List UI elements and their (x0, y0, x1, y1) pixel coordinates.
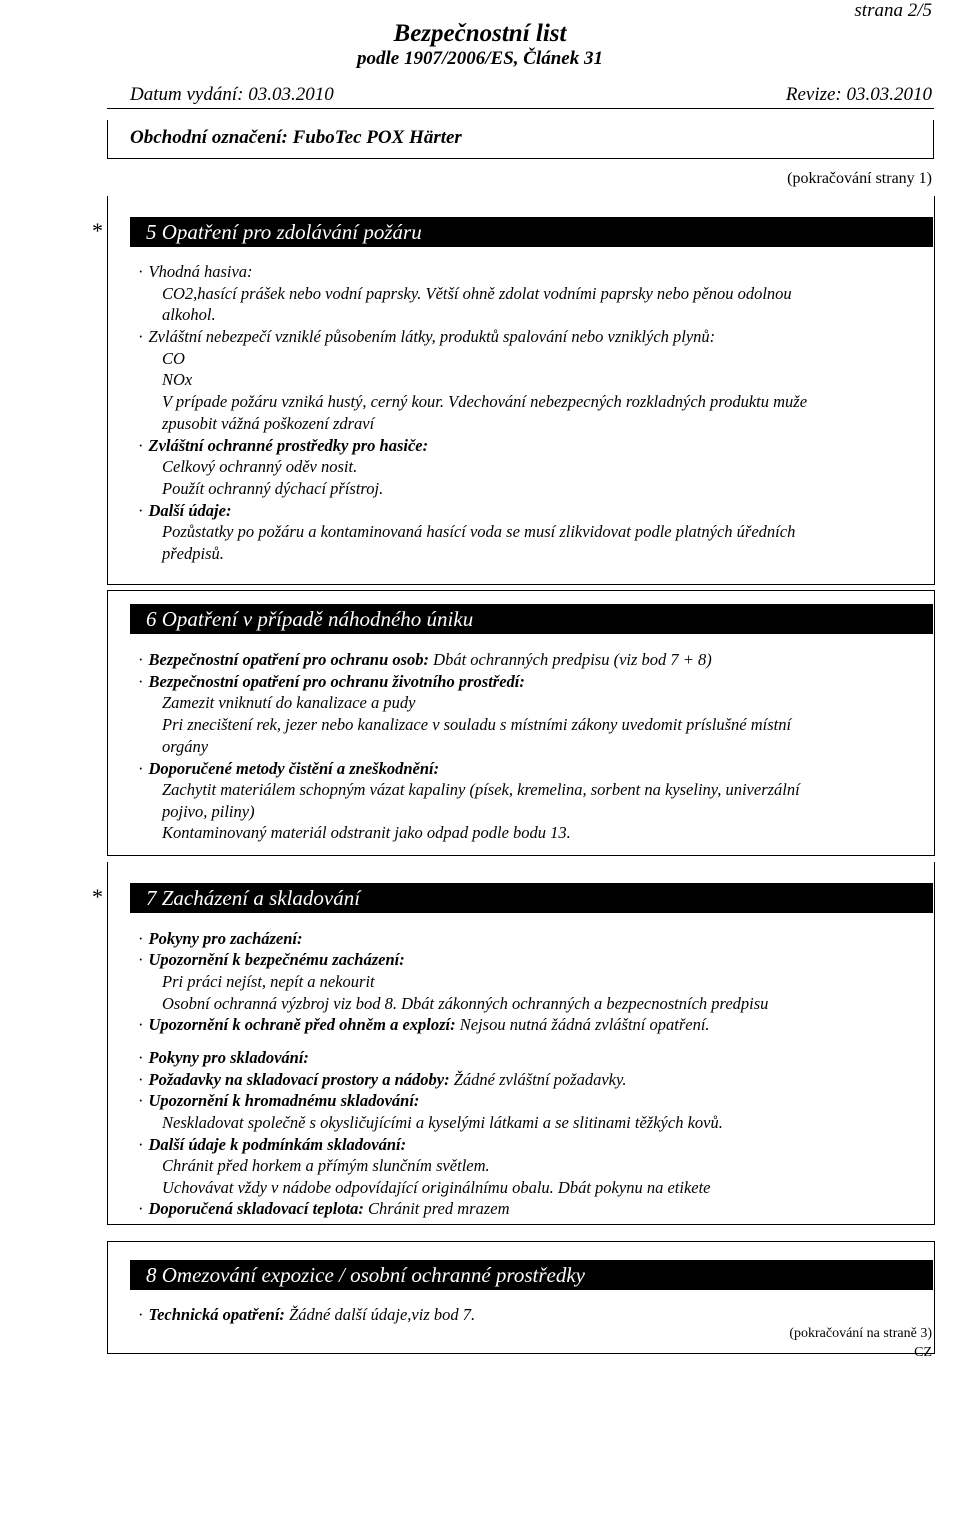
special-hazards-label: · Zvláštní nebezpečí vzniklé působením látky, produktů spalování nebo vzniklých plynů: (138, 327, 716, 346)
revision-marker: * (92, 218, 103, 243)
firefighter-protection-label: · Zvláštní ochranné prostředky pro hasiče: (138, 436, 429, 455)
cleanup-methods-label: · Doporučené metody čistění a zneškodnění: (138, 759, 440, 778)
text-line: NOx (162, 370, 193, 389)
additional-info-label: · Další údaje: (138, 501, 232, 520)
section-8-heading: 8 Omezování expozice / osobní ochranné prostředky (130, 1260, 933, 1290)
text-line: Osobní ochranná výzbroj viz bod 8. Dbát zákonných ochranných a bezpecnostních predpisu (162, 994, 769, 1013)
text-line: Chránit před horkem a přímým slunčním světlem. (162, 1156, 490, 1175)
text-line: Použít ochranný dýchací přístroj. (162, 479, 384, 498)
trade-name: Obchodní označení: FuboTec POX Härter (130, 127, 462, 148)
section-5-heading: 5 Opatření pro zdolávání požáru (130, 217, 933, 247)
storage-label: · Pokyny pro skladování: (138, 1048, 309, 1067)
revision-marker: * (92, 884, 103, 909)
storage-requirements-line: · Požadavky na skladovací prostory a nádoby: Žádné zvláštní požadavky. (138, 1070, 627, 1089)
text-line: Pri práci nejíst, nepít a nekourit (162, 972, 375, 991)
section-6-heading: 6 Opatření v případě náhodného úniku (130, 604, 933, 634)
header-divider (107, 108, 934, 109)
page-number: strana 2/5 (854, 0, 932, 21)
safe-handling-label: · Upozornění k bezpečnému zacházení: (138, 950, 405, 969)
text-line: zpusobit vážná poškození zdraví (162, 414, 375, 433)
text-line: Uchovávat vždy v nádobe odpovídající originálnímu obalu. Dbát pokynu na etikete (162, 1178, 711, 1197)
environmental-precautions-label: · Bezpečnostní opatření pro ochranu životního prostředí: (138, 672, 525, 691)
text-line: Kontaminovaný materiál odstranit jako odpad podle bodu 13. (162, 823, 571, 842)
date-issued: Datum vydání: 03.03.2010 (130, 84, 334, 105)
handling-label: · Pokyny pro zacházení: (138, 929, 303, 948)
text-line: Zamezit vniknutí do kanalizace a pudy (162, 693, 416, 712)
language-code: CZ (914, 1345, 932, 1360)
text-line: orgány (162, 737, 209, 756)
document-subtitle: podle 1907/2006/ES, Článek 31 (357, 48, 603, 69)
personal-precautions-line: · Bezpečnostní opatření pro ochranu osob: Dbát ochranných predpisu (viz bod 7 + 8) (138, 650, 712, 669)
fire-extinguishing-media-label: · Vhodná hasiva: (138, 262, 253, 281)
text-line: Pri znecištení rek, jezer nebo kanalizace v souladu s místními zákony uvedomit príslušné místní (162, 715, 792, 734)
common-storage-label: · Upozornění k hromadnému skladování: (138, 1091, 420, 1110)
text-line: V prípade požáru vzniká hustý, cerný kour. Vdechování nebezpecných rozkladných produktu muže (162, 392, 808, 411)
section-7-heading: 7 Zacházení a skladování (130, 883, 933, 913)
storage-temperature-line: · Doporučená skladovací teplota: Chránit pred mrazem (138, 1199, 510, 1218)
revision-date: Revize: 03.03.2010 (785, 84, 932, 105)
technical-measures-line: · Technická opatření: Žádné další údaje,viz bod 7. (138, 1305, 476, 1324)
text-line: předpisů. (162, 544, 224, 563)
text-line: Neskladovat společně s okysličujícími a kyselými látkami a se slitinami těžkých kovů. (162, 1113, 723, 1132)
continued-to-note: (pokračování na straně 3) (789, 1326, 932, 1341)
text-line: CO2,hasící prášek nebo vodní paprsky. Větší ohně zdolat vodními paprsky nebo pěnou odolnou (162, 284, 792, 303)
text-line: pojivo, piliny) (162, 802, 255, 821)
text-line: Celkový ochranný oděv nosit. (162, 457, 358, 476)
text-line: CO (162, 349, 185, 368)
fire-explosion-protection-line: · Upozornění k ochraně před ohněm a explozí: Nejsou nutná žádná zvláštní opatření. (138, 1015, 710, 1034)
text-line: Pozůstatky po požáru a kontaminovaná hasící voda se musí zlikvidovat podle platných úředních (162, 522, 796, 541)
continued-from-note: (pokračování strany 1) (787, 170, 932, 187)
text-line: Zachytit materiálem schopným vázat kapaliny (písek, kremelina, sorbent na kyseliny, univerzální (162, 780, 800, 799)
document-title: Bezpečnostní list (393, 20, 567, 47)
text-line: alkohol. (162, 305, 216, 324)
storage-conditions-label: · Další údaje k podmínkám skladování: (138, 1135, 407, 1154)
